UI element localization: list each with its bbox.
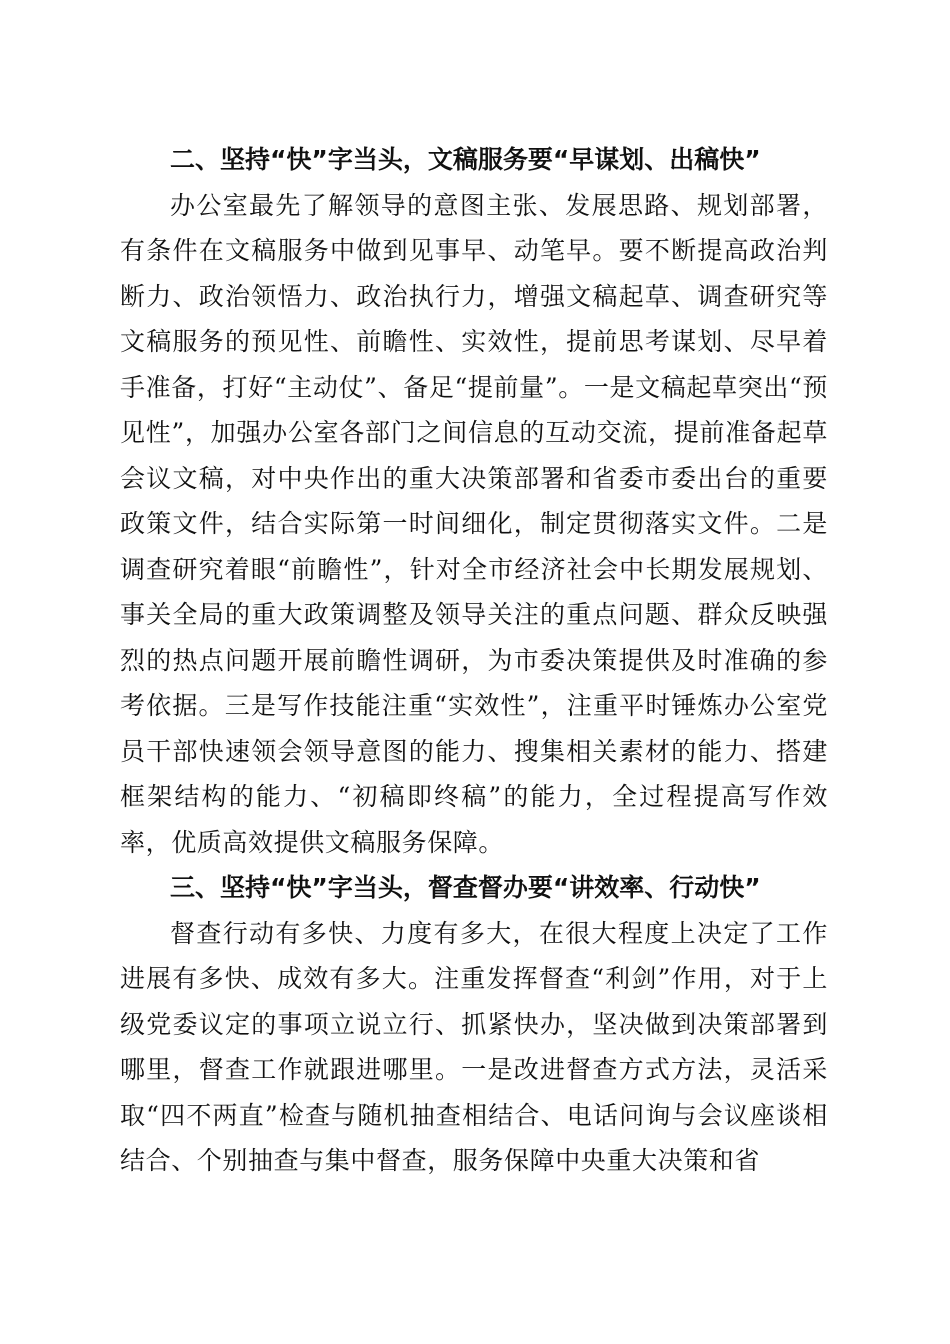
document-body <box>120 137 828 1184</box>
section-2-paragraph: 办公室最先了解领导的意图主张、发展思路、规划部署，有条件在文稿服务中做到见事早、动笔早。要不断提高政治判断力、政治领悟力、政治执行力，增强文稿起草、调查研究等文稿服务的预见性、前瞻性、实效性，提前思考谋划、尽早着手准备，打好“主动仗”、备足“提前量”。一是文稿起草突出“预见性”，加强办公室各部门之间信息的互动交流，提前准备起草会议文稿，对中央作出的重大决策部署和省委市委出台的重要政策文件，结合实际第一时间细化，制定贯彻落实文件。二是调查研究着眼“前瞻性”，针对全市经济社会中长期发展规划、事关全局的重大政策调整及领导关注的重点问题、群众反映强烈的热点问题开展前瞻性调研，为市委决策提供及时准确的参考依据。三是写作技能注重“实效性”，注重平时锤炼办公室党员干部快速领会领导意图的能力、搜集相关素材的能力、搭建框架结构的能力、“初稿即终稿”的能力，全过程提高写作效率，优质高效提供文稿服务保障。 <box>120 190 828 857</box>
section-3-paragraph: 督查行动有多快、力度有多大，在很大程度上决定了工作进展有多快、成效有多大。注重发挥督查“利剑”作用，对于上级党委议定的事项立说立行、抓紧快办，坚决做到决策部署到哪里，督查工作就跟进哪里。一是改进督查方式方法，灵活采取“四不两直”检查与随机抽查相结合、电话问询与会议座谈相结合、个别抽查与集中督查，服务保障中央重大决策和省 <box>120 918 828 1175</box>
section-3-heading: 三、坚持“快”字当头，督查督办要“讲效率、行动快” <box>170 873 761 902</box>
section-2-heading: 二、坚持“快”字当头，文稿服务要“早谋划、出稿快” <box>170 145 761 174</box>
